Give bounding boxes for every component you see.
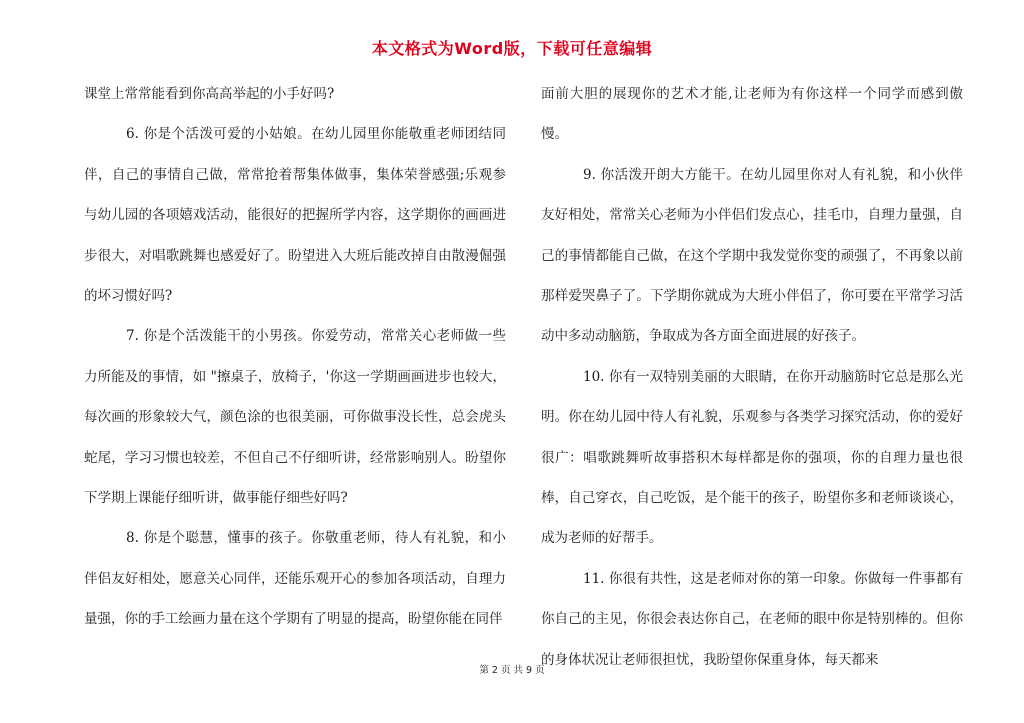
paragraph-item-6: 6. 你是个活泼可爱的小姑娘。在幼儿园里你能敬重老师团结同伴，自己的事情自己做，常常抢着帮集体做事，集体荣誉感强;乐观参与幼儿园的各项嬉戏活动，能很好的把握所学内容，这学期你的画画进步很大，对唱歌跳舞也感爱好了。盼望进入大班后能改掉自由散漫倔强的坏习惯好吗? [84, 126, 506, 305]
paragraph-item-11: 11. 你很有共性，这是老师对你的第一印象。你做每一件事都有你自己的主见，你很会表达你自己，在老师的眼中你是特别棒的。但你的身体状况让老师很担忧，我盼望你保重身体，每天都来 [541, 570, 963, 668]
paragraph-item-7: 7. 你是个活泼能干的小男孩。你爱劳动，常常关心老师做一些力所能及的事情，如 "擦桌子，放椅子，'你这一学期画画进步也较大，每次画的形象较大气，颜色涂的也很美丽，可你做事没长性，总会虎头蛇尾，学习习惯也较差，不但自己不仔细听讲，经常影响别人。盼望你下学期上课能仔细听讲，做事能仔细些好吗? [84, 328, 506, 507]
paragraph-continuation: 面前大胆的展现你的艺术才能,让老师为有你这样一个同学而感到傲慢。 [541, 86, 963, 143]
paragraph-continuation: 课堂上常常能看到你高高举起的小手好吗? [84, 86, 335, 102]
page-number: 第 2 页 共 9 页 [479, 665, 545, 676]
paragraph-item-10: 10. 你有一双特别美丽的大眼睛，在你开动脑筋时它总是那么光明。你在幼儿园中待人有礼貌，乐观参与各类学习探究活动，你的爱好很广：唱歌跳舞听故事搭积木每样都是你的强项，你的自理力量也很棒，自己穿衣，自己吃饭，是个能干的孩子，盼望你多和老师谈谈心，成为老师的好帮手。 [541, 368, 963, 547]
right-text-column [541, 74, 963, 680]
left-text-column [84, 74, 506, 640]
paragraph-item-8: 8. 你是个聪慧，懂事的孩子。你敬重老师，待人有礼貌，和小伴侣友好相处，愿意关心同伴，还能乐观开心的参加各项活动，自理力量强，你的手工绘画力量在这个学期有了明显的提高，盼望你能在同伴 [84, 530, 506, 628]
paragraph-item-9: 9. 你活泼开朗大方能干。在幼儿园里你对人有礼貌，和小伙伴友好相处，常常关心老师为小伴侣们发点心，挂毛巾，自理力量强，自己的事情都能自己做，在这个学期中我发觉你变的顽强了，不再象以前那样爱哭鼻子了。下学期你就成为大班小伴侣了，你可要在平常学习活动中多动动脑筋，争取成为各方面全面进展的好孩子。 [541, 166, 963, 345]
document-header-title: 本文格式为Word版，下载可任意编辑 [371, 39, 653, 58]
